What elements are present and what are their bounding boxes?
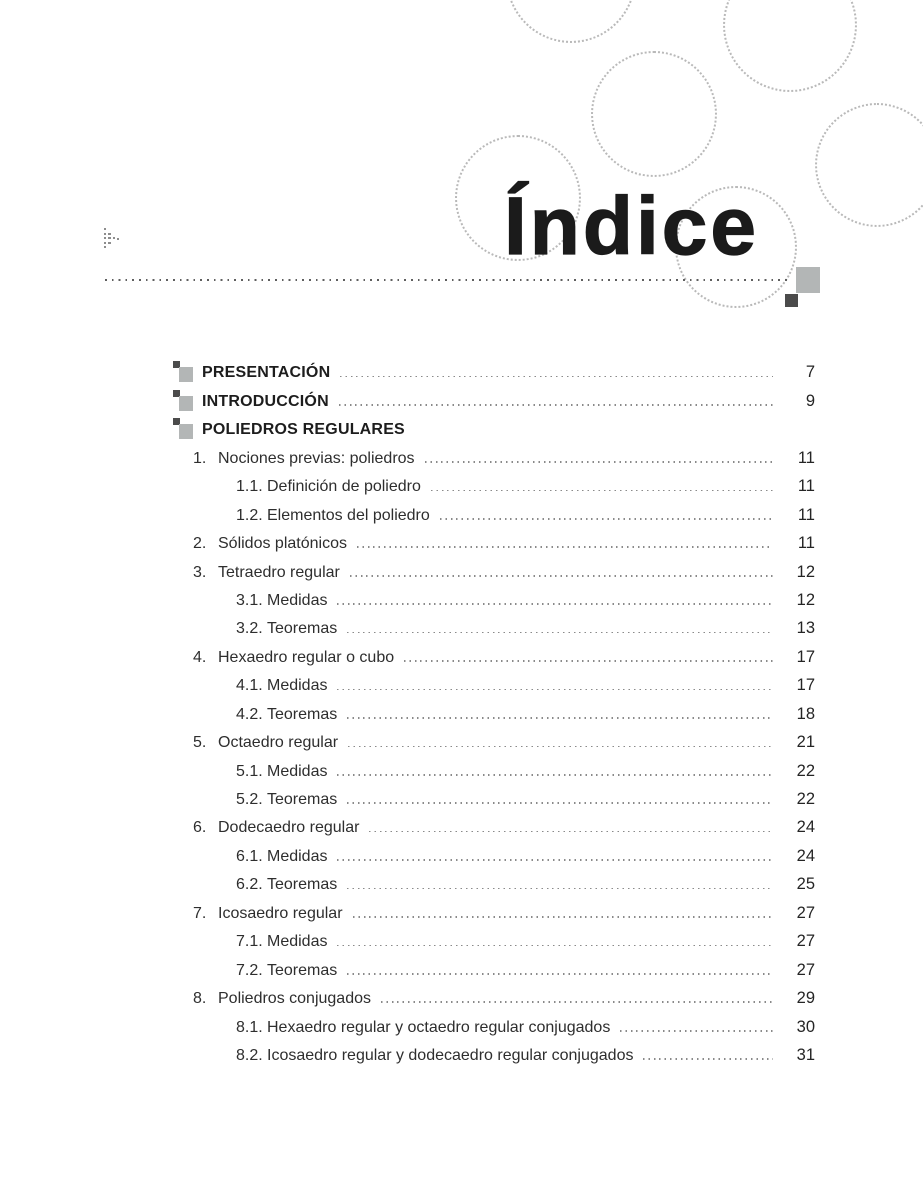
dotted-leader <box>340 376 773 378</box>
toc-entry-number: 6. <box>193 819 207 837</box>
toc-entry-number: 4. <box>193 648 207 666</box>
corner-square-light <box>796 267 820 293</box>
page-title: Índice <box>504 181 759 272</box>
dotted-leader <box>369 831 773 833</box>
dotted-leader <box>337 945 773 947</box>
toc-entry-number: 3.1. <box>236 591 263 609</box>
toc-entry-number: 7.2. <box>236 961 263 979</box>
toc-entry-number: 1.1. <box>236 478 263 496</box>
toc-row <box>173 839 815 867</box>
toc-entry-number: 1. <box>193 449 207 467</box>
toc-entry-number: 6.1. <box>236 847 263 865</box>
dotted-leader <box>353 916 773 918</box>
toc-entry-label: Medidas <box>267 762 328 780</box>
bullet-squares-icon <box>173 418 193 439</box>
toc-row <box>173 811 815 839</box>
toc-entry-number: 4.1. <box>236 677 263 695</box>
toc-row <box>173 470 815 498</box>
toc-row <box>173 384 815 412</box>
bullet-squares-icon <box>173 390 193 411</box>
toc-page-number: 12 <box>796 562 815 581</box>
toc-entry-label: Hexaedro regular y octaedro regular conjugados <box>267 1018 611 1036</box>
dotted-leader <box>431 490 773 492</box>
dotted-rule <box>105 279 791 281</box>
toc-heading-label: PRESENTACIÓN <box>202 364 331 382</box>
toc-entry-label: Definición de poliedro <box>267 478 421 496</box>
dotted-leader <box>347 973 773 975</box>
toc-entry-label: Teoremas <box>267 876 338 894</box>
toc-page-number: 22 <box>796 761 815 780</box>
dotted-leader <box>347 632 773 634</box>
toc-page-number: 27 <box>796 932 815 951</box>
toc-entry-label: Teoremas <box>267 705 338 723</box>
dotted-circle <box>506 0 636 43</box>
toc-heading-label: INTRODUCCIÓN <box>202 392 329 410</box>
toc-row <box>173 896 815 924</box>
toc-entry-number: 5.1. <box>236 762 263 780</box>
dotted-leader <box>350 575 773 577</box>
toc-entry-label: Octaedro regular <box>218 734 339 752</box>
toc-page-number: 17 <box>796 647 815 666</box>
dotted-leader <box>339 404 773 406</box>
dotted-circle <box>815 103 923 227</box>
toc-row <box>173 640 815 668</box>
toc-entry-number: 7. <box>193 904 207 922</box>
toc-row <box>173 1010 815 1038</box>
toc-row <box>173 953 815 981</box>
toc-entry-number: 3. <box>193 563 207 581</box>
toc-entry-label: Hexaedro regular o cubo <box>218 648 395 666</box>
toc-entry-label: Dodecaedro regular <box>218 819 360 837</box>
toc-entry-label: Sólidos platónicos <box>218 535 347 553</box>
toc-row <box>173 982 815 1010</box>
dotted-leader <box>404 660 773 662</box>
toc-entry-label: Poliedros conjugados <box>218 990 371 1008</box>
dotted-leader <box>347 717 773 719</box>
toc-row <box>173 498 815 526</box>
toc-row <box>173 441 815 469</box>
dotted-leader <box>337 689 773 691</box>
toc-row <box>173 669 815 697</box>
bullet-squares-icon <box>173 361 193 382</box>
dotted-leader <box>337 774 773 776</box>
toc-entry-number: 8. <box>193 990 207 1008</box>
dotted-circle <box>591 51 717 177</box>
toc-row <box>173 356 815 384</box>
toc-page-number: 21 <box>796 733 815 752</box>
toc-entry-label: Icosaedro regular y dodecaedro regular conjugados <box>267 1046 634 1064</box>
toc-page-number: 7 <box>805 363 815 382</box>
corner-square-dark <box>785 294 798 307</box>
toc-page-number: 11 <box>797 534 815 553</box>
toc-page-number: 31 <box>796 1045 815 1064</box>
dotted-leader <box>357 546 773 548</box>
toc-heading-label: POLIEDROS REGULARES <box>202 421 405 439</box>
toc-page-number: 25 <box>796 875 815 894</box>
toc-entry-number: 3.2. <box>236 620 263 638</box>
toc-page-number: 13 <box>796 619 815 638</box>
toc-page-number: 9 <box>805 391 815 410</box>
toc-entry-number: 8.2. <box>236 1046 263 1064</box>
toc-row <box>173 697 815 725</box>
toc-entry-label: Tetraedro regular <box>218 563 340 581</box>
table-of-contents <box>173 356 815 1067</box>
toc-entry-label: Medidas <box>267 591 328 609</box>
toc-row <box>173 584 815 612</box>
toc-row <box>173 754 815 782</box>
toc-entry-number: 1.2. <box>236 506 263 524</box>
dotted-circle <box>723 0 857 92</box>
toc-entry-number: 5.2. <box>236 791 263 808</box>
toc-entry-label: Nociones previas: poliedros <box>218 449 415 467</box>
dotted-leader <box>348 746 773 748</box>
toc-row <box>173 1039 815 1067</box>
toc-page-number: 24 <box>796 818 815 837</box>
toc-entry-label: Medidas <box>267 847 328 865</box>
toc-row <box>173 413 815 441</box>
toc-row <box>173 527 815 555</box>
dotted-leader <box>620 1030 773 1032</box>
toc-page-number: 11 <box>797 477 815 496</box>
toc-entry-label: Medidas <box>267 933 328 951</box>
toc-page-number: 30 <box>796 1017 815 1036</box>
toc-row <box>173 726 815 754</box>
dotted-leader <box>347 888 773 890</box>
dotted-leader <box>440 518 773 520</box>
toc-entry-number: 6.2. <box>236 876 263 894</box>
toc-page-number: 24 <box>796 846 815 865</box>
toc-row <box>173 868 815 896</box>
toc-page-number: 22 <box>796 790 815 808</box>
dotted-leader <box>337 603 773 605</box>
dotted-leader <box>337 859 773 861</box>
toc-entry-number: 5. <box>193 734 207 752</box>
toc-entry-label: Teoremas <box>267 791 338 808</box>
dotted-leader <box>425 461 773 463</box>
toc-page-number: 12 <box>796 590 815 609</box>
dots-triangle-icon <box>104 228 126 252</box>
toc-entry-label: Icosaedro regular <box>218 904 343 922</box>
toc-row <box>173 612 815 640</box>
toc-page-number: 17 <box>796 676 815 695</box>
toc-row <box>173 783 815 811</box>
toc-entry-number: 4.2. <box>236 705 263 723</box>
toc-page-number: 18 <box>796 704 815 723</box>
toc-row <box>173 925 815 953</box>
toc-entry-number: 8.1. <box>236 1018 263 1036</box>
toc-page-number: 11 <box>797 448 815 467</box>
dotted-leader <box>347 802 773 804</box>
toc-entry-label: Medidas <box>267 677 328 695</box>
toc-page-number: 29 <box>796 989 815 1008</box>
toc-entry-label: Elementos del poliedro <box>267 506 430 524</box>
toc-entry-label: Teoremas <box>267 961 338 979</box>
toc-entry-number: 2. <box>193 535 207 553</box>
toc-page-number: 11 <box>797 505 815 524</box>
toc-page-number: 27 <box>796 903 815 922</box>
toc-page-number: 27 <box>796 960 815 979</box>
toc-row <box>173 555 815 583</box>
toc-entry-number: 7.1. <box>236 933 263 951</box>
dotted-leader <box>381 1001 773 1003</box>
toc-entry-label: Teoremas <box>267 620 338 638</box>
dotted-leader <box>643 1058 773 1060</box>
